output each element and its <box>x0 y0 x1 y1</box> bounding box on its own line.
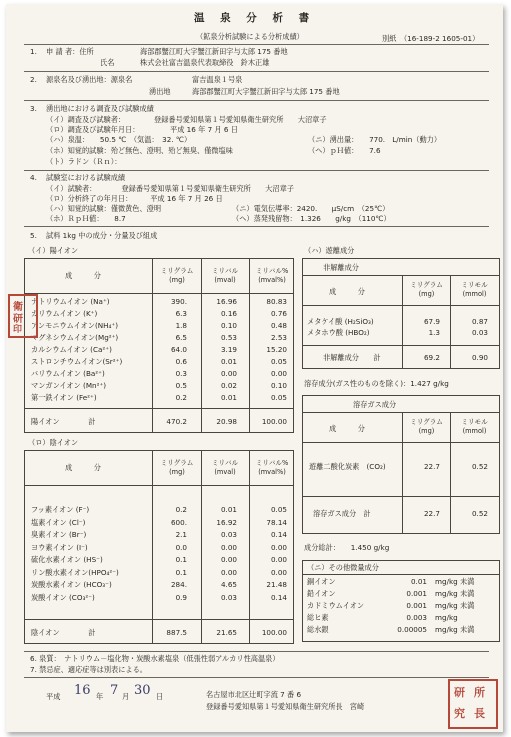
cation-row-mval: 0.01 <box>220 393 237 402</box>
cation-row-pct: 0.05 <box>270 393 287 402</box>
cations-caption: （イ）陽イオン <box>28 246 79 255</box>
cation-row-mval: 0.10 <box>220 321 237 330</box>
cation-row-name: アンモニウムイオン(NH₄⁺) <box>31 321 119 330</box>
applicant-address: 海部郡蟹江町大字蟹江新田字与太郎 175 番地 <box>140 47 288 56</box>
survey-line-value: 登録番号愛知県第１号愛知県衛生研究所 大沼章子 <box>154 115 327 124</box>
cation-row-mg: 6.3 <box>175 309 187 318</box>
cation-row-pct: 0.05 <box>270 357 287 366</box>
cation-row-mg: 0.2 <box>175 393 187 402</box>
anion-row-name: 炭酸イオン (CO₃²⁻) <box>31 592 95 602</box>
anions-caption: （ロ）陰イオン <box>28 438 79 447</box>
cation-row-mval: 3.19 <box>220 345 237 354</box>
cation-row-name: 第一鉄イオン (Fe²⁺) <box>31 393 97 402</box>
anion-row-name: 塩素イオン (Cl⁻) <box>31 517 86 527</box>
cation-row-name: マンガンイオン (Mn²⁺) <box>31 381 107 390</box>
gas-total-mmol: 0.52 <box>471 509 488 518</box>
date-month: 7 <box>110 683 119 698</box>
anion-row-mg: 600. <box>170 517 187 527</box>
cation-row-name: マグネシウムイオン(Mg²⁺) <box>31 333 119 342</box>
anion-total-mval: 21.65 <box>216 628 237 637</box>
gas-row-mg: 22.7 <box>423 462 440 471</box>
cation-row-mval: 0.01 <box>220 357 237 366</box>
cation-row-mg: 6.5 <box>175 333 187 342</box>
section-number: 4. <box>30 173 37 182</box>
section-number: 3. <box>30 104 37 113</box>
gas-total-label: 溶存ガス成分 計 <box>313 509 371 518</box>
cation-row-mg: 1.8 <box>175 321 187 330</box>
anion-row-mg: 0.2 <box>175 505 187 514</box>
trace-row-name: カドミウムイオン <box>307 601 365 610</box>
anion-row-mg: 0.0 <box>175 542 187 552</box>
divider <box>24 100 489 101</box>
nonionic-row-name: メタホウ酸 (HBO₂) <box>307 328 370 337</box>
institute-director: 登録番号愛知県第１号愛知県衛生研究所長 宮崎 <box>206 702 365 711</box>
survey-line-key: （イ）調査及び試験者： <box>46 115 126 124</box>
spring-quality: 6. 泉質： ナトリウム－塩化物・炭酸水素塩泉（低張性弱アルカリ性高温泉） <box>30 654 280 663</box>
lab-sensory: （ハ）知覚的試験：僅微黄色、澄明 <box>46 204 162 213</box>
anion-row-name: 炭酸水素イオン (HCO₃⁻) <box>31 580 112 589</box>
sensory-test: （ホ）知覚的試験：殆ど無色、澄明、殆ど無臭、僅微塩味 <box>46 146 233 155</box>
column-header: ミリバル (mval) <box>211 459 239 476</box>
anion-row-mval: 0.03 <box>220 592 237 602</box>
nonionic-row-mmol: 0.87 <box>471 317 488 326</box>
cation-row-pct: 0.00 <box>270 369 287 378</box>
cation-row-mval: 0.16 <box>220 309 237 318</box>
divider <box>24 170 489 171</box>
anion-row-mval: 16.92 <box>216 517 237 527</box>
institute-address: 名古屋市北区辻町字流 7 番 6 <box>206 690 302 699</box>
source-location: 海部郡蟹江町大字蟹江新田字与太郎 175 番地 <box>192 87 340 96</box>
total-components: 成分総計： 1.450 g/kg <box>304 543 390 552</box>
date-month-unit: 月 <box>122 692 130 701</box>
anion-row-pct: 0.00 <box>270 542 287 552</box>
rph-value: （ホ）ＲｐＨ値： 8.7 <box>46 214 126 223</box>
cation-total-mg: 470.2 <box>166 417 187 426</box>
divider <box>24 226 489 227</box>
column-header: ミリグラム (mg) <box>160 459 194 476</box>
cation-row-name: カルシウムイオン (Ca²⁺) <box>31 345 112 354</box>
anion-row-name: ヨウ素イオン (I⁻) <box>31 542 88 552</box>
source-name: 富吉温泉１号泉 <box>192 75 243 84</box>
gas-total-mg: 22.7 <box>423 509 440 518</box>
cation-total-label: 陽イオン 計 <box>31 417 96 426</box>
survey-heading: 湧出地における調査及び試験成績 <box>46 104 154 113</box>
anion-row-mg: 0.1 <box>175 567 187 577</box>
gas-caption: 溶存ガス成分 <box>353 400 397 409</box>
column-header: 成 分 <box>65 271 101 280</box>
anion-total-mg: 887.5 <box>166 628 187 637</box>
anion-row-name: フッ素イオン (F⁻) <box>31 505 90 514</box>
anion-row-pct: 0.00 <box>270 555 287 564</box>
cation-row-mval: 16.96 <box>216 297 237 306</box>
seal-stamp-right: 研 所 究 長 <box>448 679 498 729</box>
nonionic-row-name: メタケイ酸 (H₂SiO₃) <box>307 317 374 326</box>
seal-stamp-left: 衛 研 印 <box>8 294 38 338</box>
conductivity: （ニ）電気伝導率：2420. μS/cm （25℃） <box>232 204 390 213</box>
nonionic-row-mg: 1.3 <box>428 328 440 337</box>
flow-rate: （ニ）湧出量： 770. L/min（動力） <box>308 135 442 144</box>
nonionic-total-mg: 69.2 <box>423 353 440 362</box>
trace-row-value: 0.001 <box>406 601 427 610</box>
form-number: 別紙 （16-189-2 1605-01） <box>382 34 480 43</box>
column-header: ミリバル% (mval%) <box>255 459 289 476</box>
nonionic-total-mmol: 0.90 <box>471 353 488 362</box>
cation-row-pct: 80.83 <box>266 297 287 306</box>
cation-total-pct: 100.00 <box>261 417 287 426</box>
cation-row-mg: 0.3 <box>175 369 187 378</box>
cation-row-pct: 0.48 <box>270 321 287 330</box>
anion-row-mg: 0.1 <box>175 555 187 564</box>
applicant-name: 株式会社富吉温泉代表取締役 鈴木正雄 <box>140 58 270 67</box>
indications-note: 7. 禁忌症、適応症等は別表による。 <box>30 665 147 674</box>
trace-row-name: 銅イオン <box>307 577 336 586</box>
applicant-label: 申 請 者：住所 <box>46 47 94 56</box>
document-title: 温 泉 分 析 書 <box>194 12 316 24</box>
evaporation-residue: （ヘ）蒸発残留物： 1.326 g/kg （110℃） <box>232 214 391 223</box>
cation-row-pct: 0.76 <box>270 309 287 318</box>
cation-row-mval: 0.00 <box>220 369 237 378</box>
nonionic-table <box>302 258 500 369</box>
cation-table <box>24 258 294 433</box>
anion-row-pct: 0.14 <box>270 530 287 539</box>
trace-table <box>302 560 500 642</box>
trace-row-value: 0.003 <box>406 613 427 622</box>
nonionic-total-label: 非解離成分 計 <box>323 353 381 362</box>
survey-line-value: 平成 16 年 7 月 6 日 <box>170 125 238 134</box>
source-label: 源泉名及び湧出地：源泉名 <box>46 75 133 84</box>
anion-row-name: 臭素イオン (Br⁻) <box>31 530 87 539</box>
trace-row-name: 鉛イオン <box>307 589 336 598</box>
gas-row-name: 遊離二酸化炭素 (CO₂) <box>309 462 386 471</box>
date-era: 平成 <box>46 692 61 701</box>
trace-row-unit: mg/kg 未満 <box>435 625 475 634</box>
anion-row-mval: 4.65 <box>220 580 237 589</box>
date-year-unit: 年 <box>96 692 104 701</box>
analysis-document <box>6 4 503 732</box>
trace-row-value: 0.00005 <box>397 625 427 634</box>
divider <box>24 71 489 72</box>
trace-caption: （ニ）その他微量成分 <box>307 563 379 572</box>
trace-row-name: 総ヒ素 <box>307 613 329 622</box>
applicant-name-label: 氏名 <box>100 58 115 67</box>
cation-row-pct: 0.10 <box>270 381 287 390</box>
cation-row-mval: 0.53 <box>220 333 237 342</box>
cation-row-mg: 390. <box>170 297 187 306</box>
column-header: 成 分 <box>65 463 101 472</box>
radon: （ト）ラドン（Ｒｎ）： <box>46 157 122 166</box>
anion-table <box>24 450 294 644</box>
nonionic-row-mmol: 0.03 <box>471 328 488 337</box>
anion-row-mval: 0.01 <box>220 505 237 514</box>
ph-value: （ヘ）ｐＨ値： 7.6 <box>308 146 381 155</box>
cation-row-pct: 15.20 <box>266 345 287 354</box>
anion-total-label: 陰イオン 計 <box>31 628 96 637</box>
trace-row-unit: mg/kg 未満 <box>435 601 475 610</box>
divider <box>24 44 489 45</box>
nonionic-row-mg: 67.9 <box>423 317 440 326</box>
anion-row-pct: 78.14 <box>266 517 287 527</box>
anion-total-pct: 100.00 <box>261 628 287 637</box>
column-header: 成 分 <box>329 287 365 296</box>
date-day: 30 <box>134 683 151 698</box>
anion-row-mval: 0.00 <box>220 542 237 552</box>
divider <box>24 651 489 652</box>
anion-row-name: リン酸水素イオン(HPO₄²⁻) <box>31 567 119 577</box>
trace-row-value: 0.01 <box>410 577 427 586</box>
anion-row-name: 硫化水素イオン (HS⁻) <box>31 555 103 564</box>
date-day-unit: 日 <box>156 692 164 701</box>
cation-row-name: ストロンチウムイオン(Sr²⁺) <box>31 357 123 366</box>
gas-row-mmol: 0.52 <box>471 462 488 471</box>
nonionic-subheading: 非解離成分 <box>323 263 359 272</box>
cation-row-mval: 0.02 <box>220 381 237 390</box>
cation-row-name: ナトリウムイオン (Na⁺) <box>31 297 110 306</box>
source-location-label: 湧出地 <box>149 87 171 96</box>
column-header: ミリモル (mmol) <box>461 281 488 298</box>
column-header: 成 分 <box>329 424 365 433</box>
column-header: ミリモル (mmol) <box>461 418 488 435</box>
document-subtitle: （鉱泉分析試験による分析成績） <box>196 32 304 41</box>
anion-row-mg: 0.9 <box>175 592 187 602</box>
survey-line-key: （ロ）調査及び試験年月日： <box>46 125 140 134</box>
section-number: 1. <box>30 47 37 56</box>
section-number: 2. <box>30 75 37 84</box>
lab-tester: （イ）試験者： 登録番号愛知県第１号愛知県衛生研究所 大沼章子 <box>46 184 294 193</box>
trace-row-unit: mg/kg 未満 <box>435 577 475 586</box>
nonionic-caption: （ハ）遊離成分 <box>304 246 355 255</box>
anion-row-pct: 0.05 <box>270 505 287 514</box>
cation-row-mg: 0.5 <box>175 381 187 390</box>
cation-row-mg: 0.6 <box>175 357 187 366</box>
lab-heading: 試験室における試験成績 <box>46 173 126 182</box>
lab-date: （ロ）分析終了の年月日： 平成 16 年 7 月 26 日 <box>46 194 223 203</box>
trace-row-value: 0.001 <box>406 589 427 598</box>
cation-row-pct: 2.53 <box>270 333 287 342</box>
gas-table <box>302 395 500 534</box>
cation-total-mval: 20.98 <box>216 417 237 426</box>
anion-row-pct: 0.14 <box>270 592 287 602</box>
cation-row-mg: 64.0 <box>170 345 187 354</box>
trace-row-name: 総水銀 <box>307 625 329 634</box>
date-year: 16 <box>74 683 91 698</box>
anion-row-mval: 0.03 <box>220 530 237 539</box>
column-header: ミリグラム (mg) <box>160 267 194 284</box>
column-header: ミリグラム (mg) <box>410 418 443 435</box>
section-number: 5. <box>30 231 37 240</box>
components-heading: 試料 1kg 中の成分・分量及び組成 <box>46 231 158 240</box>
anion-row-mg: 2.1 <box>175 530 187 539</box>
anion-row-pct: 0.00 <box>270 567 287 577</box>
column-header: ミリバル% (mval%) <box>255 267 289 284</box>
trace-row-unit: mg/kg 未満 <box>435 589 475 598</box>
trace-row-unit: mg/kg <box>435 613 458 622</box>
anion-row-mval: 0.00 <box>220 555 237 564</box>
anion-row-mval: 0.00 <box>220 567 237 577</box>
column-header: ミリバル (mval) <box>211 267 239 284</box>
anion-row-mg: 284. <box>170 580 187 589</box>
column-header: ミリグラム (mg) <box>410 281 443 298</box>
anion-row-pct: 21.48 <box>266 580 287 589</box>
dissolved-components-note: 溶存成分(ガス性のものを除く)：1.427 g/kg <box>304 379 449 388</box>
divider <box>24 677 489 678</box>
cation-row-name: カリウムイオン (K⁺) <box>31 309 98 318</box>
spring-temperature: （ハ）泉温： 50.5 ℃ （気温： 32. ℃） <box>46 135 192 144</box>
cation-row-name: バリウムイオン (Ba²⁺) <box>31 369 105 378</box>
